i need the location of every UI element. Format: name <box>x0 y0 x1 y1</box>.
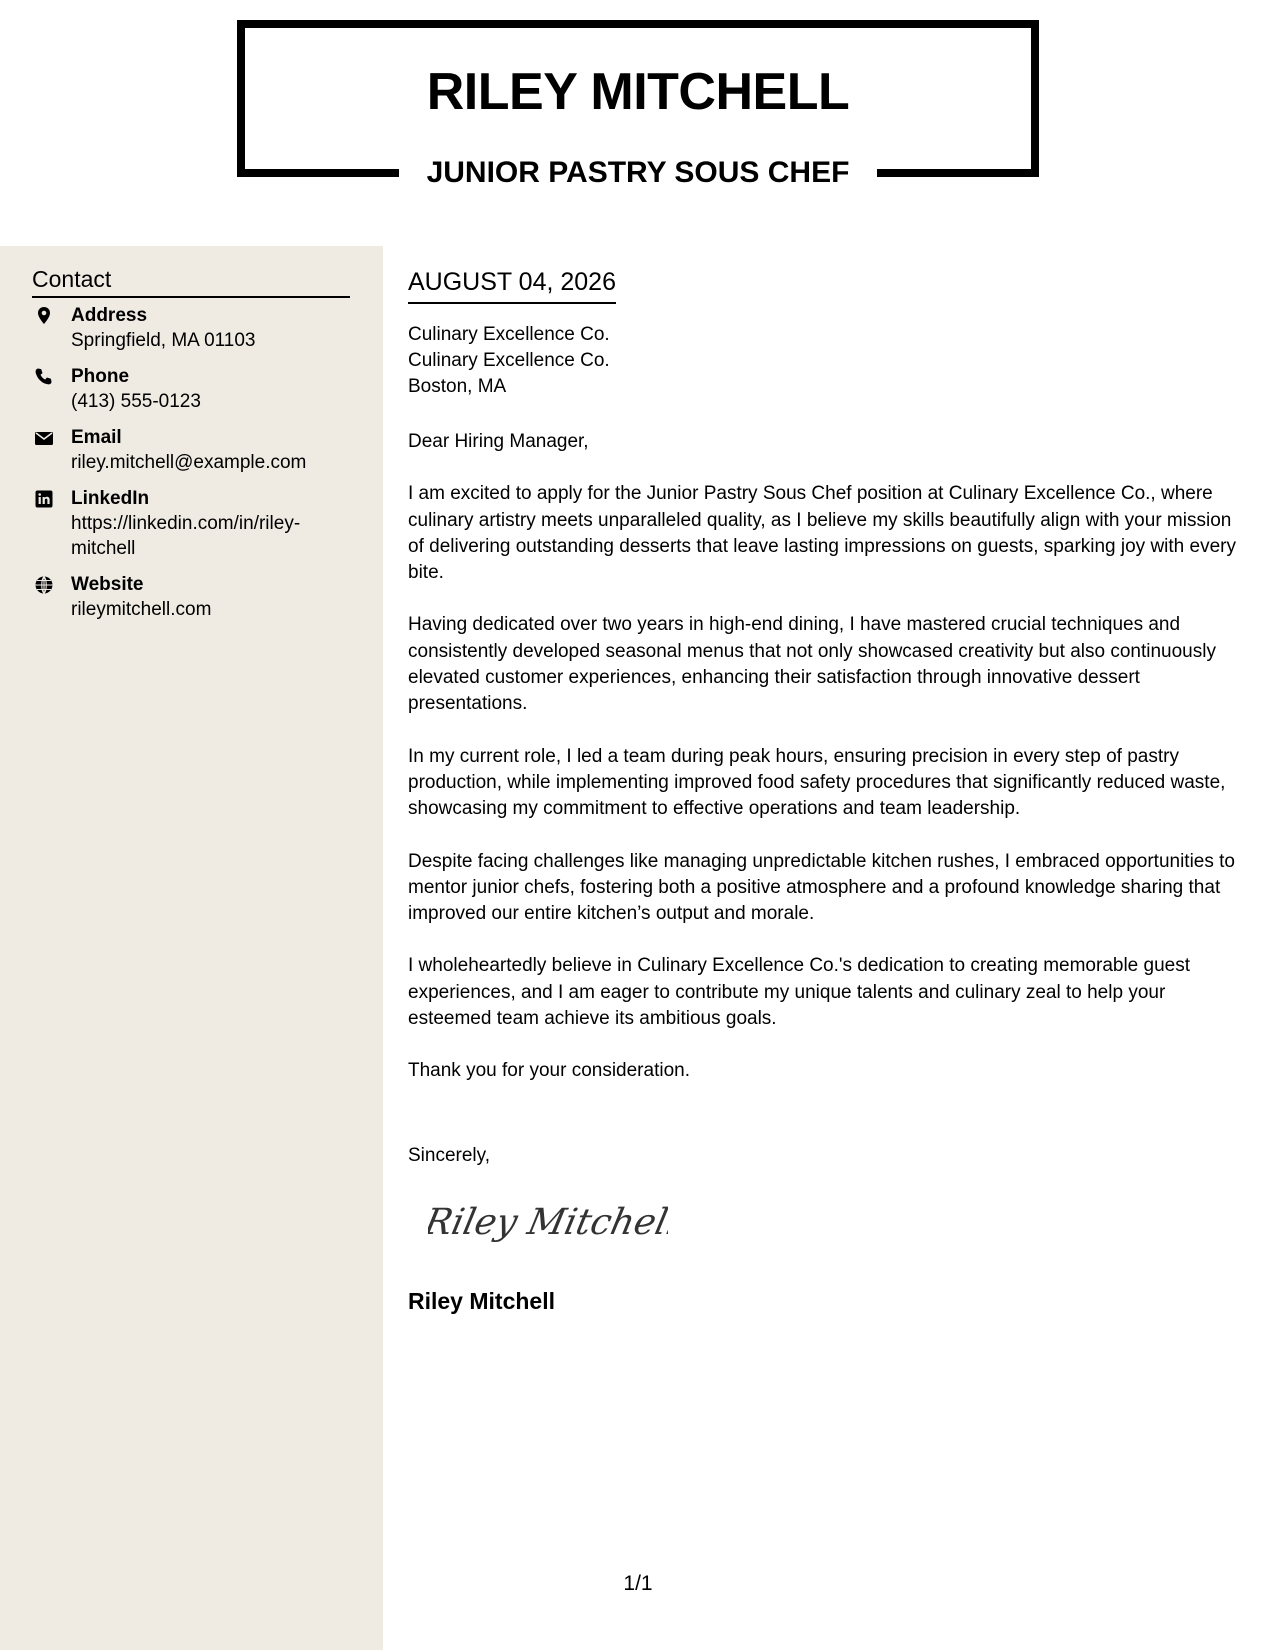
letter-paragraph: Thank you for your consideration. <box>408 1060 690 1082</box>
letter-paragraph: I am excited to apply for the Junior Pastry Sous Chef position at Culinary Excellence Co., where culinary artistry meets unparalleled quality, as I believe my skills beautifully align with your mission of delivering outstanding desserts that leave lasting impressions on guests, sparking joy with every bite. <box>408 483 1236 584</box>
contact-item-phone <box>32 365 362 414</box>
envelope-icon <box>34 428 54 448</box>
closing: Sincerely, <box>408 1145 491 1166</box>
recipient-line: Boston, MA <box>408 376 507 397</box>
letter-paragraph: In my current role, I led a team during peak hours, ensuring precision in every step of pastry production, while implementing improved food safety procedures that significantly reduced waste, showcasing my commitment to effective operations and team leadership. <box>408 745 1226 820</box>
page-header <box>0 0 1275 246</box>
applicant-name: RILEY MITCHELL <box>426 63 850 121</box>
contact-item-email <box>32 426 362 475</box>
recipient-line: Culinary Excellence Co. <box>408 324 610 345</box>
linkedin-icon <box>34 489 54 509</box>
location-pin-icon <box>34 306 54 326</box>
contact-value: Springfield, MA 01103 <box>71 330 256 351</box>
signer-name: Riley Mitchell <box>408 1288 555 1314</box>
contact-list <box>32 304 362 634</box>
recipient-line: Culinary Excellence Co. <box>408 350 610 371</box>
globe-icon <box>34 575 54 595</box>
phone-icon <box>34 367 54 387</box>
signature-text: Riley Mitchell <box>428 1200 668 1243</box>
contact-item-address <box>32 304 362 353</box>
contact-value[interactable]: https://linkedin.com/in/riley-mitchell <box>71 513 301 559</box>
letter-paragraph: Despite facing challenges like managing unpredictable kitchen rushes, I embraced opportunities to mentor junior chefs, fostering both a positive atmosphere and a profound knowledge sharing that improved our entire kitchen’s output and morale. <box>408 850 1235 925</box>
header-frame-bottom-right <box>877 169 1039 177</box>
letter-paragraph: Having dedicated over two years in high-end dining, I have mastered crucial techniques and consistently developed seasonal menus that not only showcased creativity but also continuously elevated customer experiences, enhancing their satisfaction through innovative dessert presentations. <box>408 614 1216 715</box>
letter-date: AUGUST 04, 2026 <box>408 264 616 304</box>
contact-value[interactable]: riley.mitchell@example.com <box>71 452 307 473</box>
contact-item-website <box>32 573 362 622</box>
contact-value[interactable]: rileymitchell.com <box>71 599 212 620</box>
recipient-block <box>408 322 610 400</box>
contact-label: Website <box>71 574 144 595</box>
contact-value: (413) 555-0123 <box>71 391 201 412</box>
contact-heading: Contact <box>32 262 350 298</box>
job-title: JUNIOR PASTRY SOUS CHEF <box>426 156 850 189</box>
contact-label: Email <box>71 427 122 448</box>
letter-content <box>408 429 1243 1111</box>
contact-label: Phone <box>71 366 130 387</box>
contact-label: LinkedIn <box>71 488 150 509</box>
contact-sidebar <box>0 246 383 1650</box>
header-frame-bottom-left <box>237 169 399 177</box>
page-number: 1/1 <box>623 1572 653 1595</box>
signature-image <box>428 1190 668 1255</box>
salutation: Dear Hiring Manager, <box>408 431 589 452</box>
letter-paragraph: I wholeheartedly believe in Culinary Excellence Co.'s dedication to creating memorable guest experiences, and I am eager to contribute my unique talents and culinary zeal to help your esteemed team achieve its ambitious goals. <box>408 955 1190 1030</box>
contact-label: Address <box>71 305 148 326</box>
contact-item-linkedin <box>32 487 362 561</box>
